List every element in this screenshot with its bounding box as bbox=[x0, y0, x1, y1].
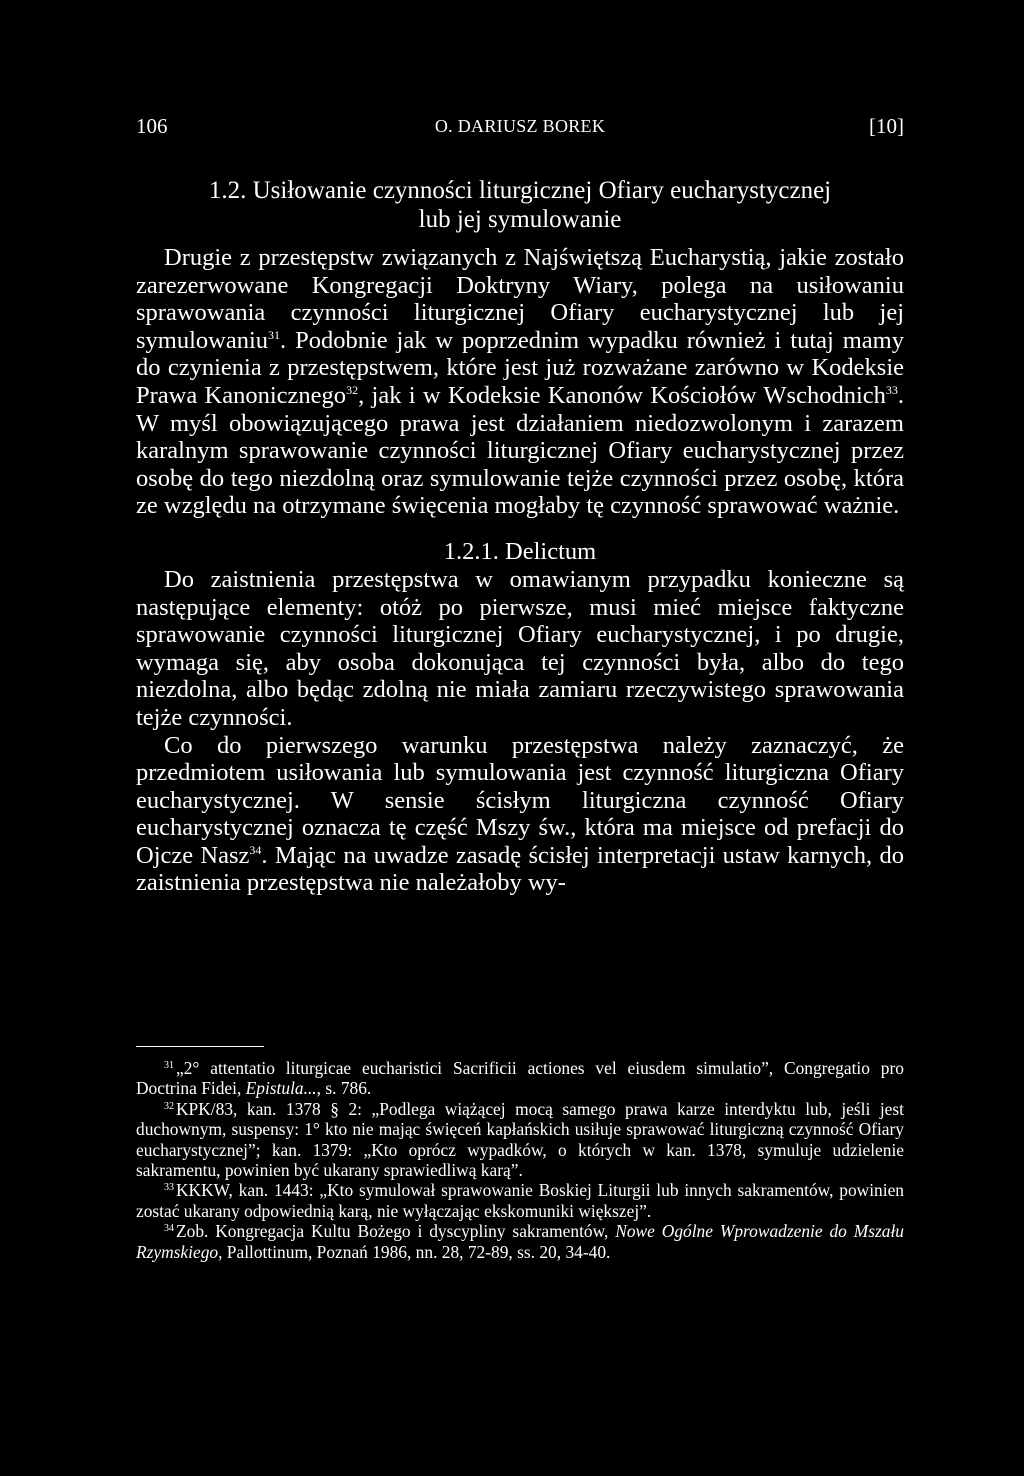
paragraph-1-text-d: . W myśl obowiązującego prawa jest działaniem niedozwolonym i zarazem karalnym sprawowanie czynności liturgicznej Ofiary eucharystycznej przez osobę do tego niezdolną oraz symulowanie tejże czynności przez osobę, która ze względu na otrzymane święcenia mogłaby tę czynność sprawować ważnie. bbox=[136, 381, 905, 520]
footnote-number-31: 31 bbox=[164, 1060, 174, 1071]
running-title: O. DARIUSZ BOREK bbox=[434, 116, 606, 136]
footnote-33-text: KKKW, kan. 1443: „Kto symulował sprawowanie Boskiej Liturgii lub innych sakramentów, powinien zostać ukarany odpowiednią karą, nie wyłączając ekskomuniki większej”. bbox=[136, 1180, 904, 1221]
page-header bbox=[136, 114, 904, 144]
section-heading bbox=[136, 176, 904, 234]
paragraph-3-text-a: Co do pierwszego warunku przestępstwa należy zaznaczyć, że przedmiotem usiłowania lub symulowania jest czynność liturgiczna Ofiary eucharystycznej. W sensie ścisłym liturgiczna czynność Ofiary eucharystycznej oznacza tę część Mszy św., która ma miejsce od prefacji do Ojcze Nasz bbox=[136, 731, 904, 869]
subsection-heading: 1.2.1. Delictum bbox=[443, 537, 597, 565]
footnote-ref-34: 34 bbox=[249, 842, 262, 857]
footnote-31-italic: Epistula... bbox=[245, 1078, 317, 1099]
paragraph-1-text-b: . Podobnie jak w poprzednim wypadku również i tutaj mamy do czynienia z przestępstwem, które jest już rozważane zarówno w Kodeksie Prawa Kanonicznego bbox=[136, 326, 904, 409]
page-number: 106 bbox=[136, 114, 168, 138]
footnote-ref-32: 32 bbox=[346, 382, 359, 397]
footnote-ref-31: 31 bbox=[268, 327, 281, 342]
section-reference: [10] bbox=[869, 114, 904, 138]
footnote-number-32: 32 bbox=[164, 1100, 174, 1112]
paragraph-3 bbox=[136, 732, 904, 898]
footnote-31 bbox=[136, 1058, 904, 1099]
footnote-number-34: 34 bbox=[164, 1223, 174, 1235]
footnote-number-33: 33 bbox=[164, 1182, 174, 1194]
footnote-31-text-a: „2° attentatio liturgicae eucharistici Sacrificii actiones vel eiusdem simulatio”, Congregatio pro Doctrina Fidei, bbox=[136, 1058, 904, 1099]
paragraph-1-text-a: Drugie z przestępstw związanych z Najświętszą Eucharystią, jakie zostało zarezerwowane Kongregacji Doktryny Wiary, polega na usiłowaniu sprawowania czynności liturgicznej Ofiary eucharystycznej lub jej symulowaniu bbox=[136, 244, 904, 354]
footnote-separator bbox=[136, 1046, 264, 1047]
section-heading-line-1: 1.2. Usiłowanie czynności liturgicznej Ofiary eucharystycznej bbox=[208, 177, 832, 204]
paragraph-3-text-b: . Mając na uwadze zasadę ścisłej interpretacji ustaw karnych, do zaistnienia przestępstwa nie należałoby wy- bbox=[136, 841, 904, 897]
footnote-34-text-a: Zob. Kongregacja Kultu Bożego i dyscypliny sakramentów, bbox=[176, 1221, 616, 1242]
footnote-ref-33: 33 bbox=[885, 382, 898, 397]
footnote-34-text-b: , Pallottinum, Poznań 1986, nn. 28, 72-89, ss. 20, 34-40. bbox=[218, 1241, 611, 1262]
main-text bbox=[136, 176, 904, 897]
footnote-32 bbox=[136, 1099, 904, 1181]
paragraph-1-text-c: , jak i w Kodeksie Kanonów Kościołów Wschodnich bbox=[358, 381, 886, 409]
footnote-33 bbox=[136, 1180, 904, 1221]
paragraph-2: Do zaistnienia przestępstwa w omawianym przypadku konieczne są następujące elementy: otóż po pierwsze, musi mieć miejsce faktyczne sprawowanie czynności liturgicznej Ofiary eucharystycznej, i po drugie, wymaga się, aby osoba dokonująca tej czynności była, albo do tego niezdolna, albo będąc zdolną nie miała zamiaru rzeczywistego sprawowania tejże czynności. bbox=[136, 565, 904, 731]
footnotes bbox=[136, 1058, 904, 1262]
footnote-34-italic: Nowe Ogólne Wprowadzenie do Mszału Rzymskiego bbox=[136, 1221, 904, 1262]
footnote-34 bbox=[136, 1221, 904, 1262]
footnote-32-text: KPK/83, kan. 1378 § 2: „Podlega wiążącej mocą samego prawa karze interdyktu lub, jeśli jest duchownym, suspensy: 1° kto nie mając święceń kapłańskich usiłuje sprawować liturgiczną czynność Ofiary eucharystycznej”; kan. 1379: „Kto oprócz wypadków, o których w kan. 1378, symuluje udzielenie sakramentu, powinien być ukarany sprawiedliwą karą”. bbox=[136, 1098, 904, 1181]
paragraph-1 bbox=[136, 244, 904, 520]
footnote-31-text-b: , s. 786. bbox=[316, 1078, 372, 1099]
section-heading-line-2: lub jej symulowanie bbox=[418, 206, 622, 233]
